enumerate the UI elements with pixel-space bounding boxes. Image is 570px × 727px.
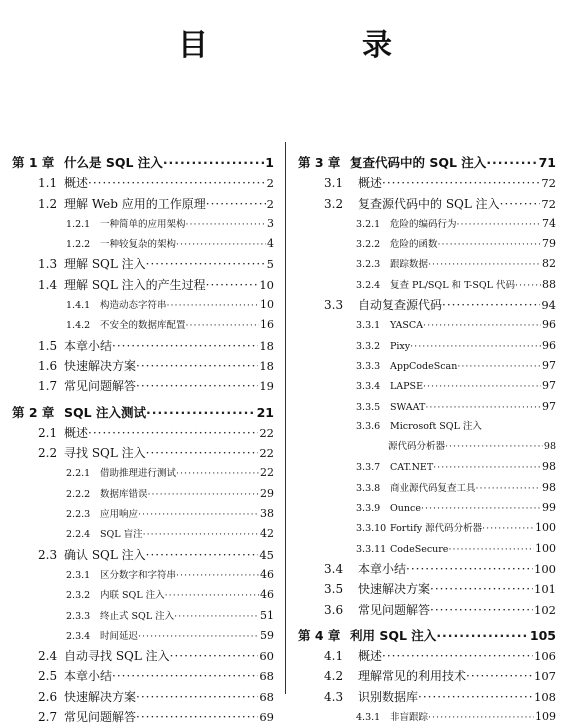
toc-entry-sub bbox=[298, 315, 556, 335]
toc-entry-sub bbox=[12, 295, 274, 315]
toc-entry-page: 3 bbox=[267, 216, 274, 230]
toc-entry-page: 105 bbox=[529, 627, 556, 643]
toc-entry-title: 非盲跟踪 bbox=[390, 712, 429, 724]
toc-entry-title: 终止式 SQL 注入 bbox=[100, 610, 175, 622]
dot-leader bbox=[382, 173, 540, 193]
dot-leader bbox=[165, 586, 259, 605]
toc-entry-title: 复查源代码中的 SQL 注入 bbox=[358, 196, 500, 211]
dot-leader bbox=[457, 215, 541, 234]
dot-leader bbox=[423, 377, 541, 396]
toc-entry-title: Pixy bbox=[390, 340, 411, 352]
dot-leader bbox=[112, 336, 258, 356]
toc-entry-number: 3.3.9 bbox=[356, 503, 381, 515]
dot-leader bbox=[500, 194, 541, 214]
toc-entry-page: 98 bbox=[542, 460, 556, 474]
toc-entry-title: 自动寻找 SQL 注入 bbox=[64, 649, 170, 664]
toc-entry-sub bbox=[298, 478, 556, 498]
toc-entry-number: 1.5 bbox=[38, 338, 58, 353]
toc-entry-sub bbox=[298, 336, 556, 356]
toc-entry-title: 商业源代码复查工具 bbox=[390, 482, 476, 494]
dot-leader bbox=[146, 443, 259, 463]
dot-leader bbox=[148, 485, 259, 504]
toc-entry-page: 22 bbox=[259, 446, 274, 461]
dot-leader bbox=[482, 519, 534, 538]
dot-leader bbox=[176, 566, 259, 585]
toc-entry-sec bbox=[298, 666, 556, 686]
dot-leader bbox=[170, 646, 259, 666]
toc-entry-title: 理解 Web 应用的工作原理 bbox=[64, 196, 206, 211]
toc-entry-title: Fortify 源代码分析器 bbox=[390, 523, 483, 535]
dot-leader bbox=[430, 600, 533, 620]
toc-entry-page: 38 bbox=[260, 507, 274, 521]
toc-entry-sec bbox=[12, 254, 274, 274]
dot-leader bbox=[410, 337, 541, 356]
dot-leader bbox=[136, 687, 258, 707]
toc-entry-number: 2.5 bbox=[38, 669, 58, 684]
toc-entry-number: 3.1 bbox=[324, 176, 344, 191]
toc-entry-page: 106 bbox=[534, 649, 556, 664]
toc-entry-number: 4.2 bbox=[324, 669, 344, 684]
toc-entry-page: 82 bbox=[542, 257, 556, 271]
dot-leader bbox=[88, 423, 258, 443]
toc-entry-sub bbox=[12, 565, 274, 585]
toc-entry-sub bbox=[298, 539, 556, 559]
toc-entry-page: 99 bbox=[542, 501, 556, 515]
toc-entry-page: 100 bbox=[535, 521, 556, 535]
toc-entry-number: 3.3.10 bbox=[356, 523, 387, 535]
toc-entry-sec bbox=[298, 559, 556, 579]
dot-leader bbox=[136, 356, 258, 376]
dot-leader bbox=[143, 525, 259, 544]
toc-entry-page: 107 bbox=[534, 669, 556, 684]
toc-entry-sub bbox=[12, 463, 274, 483]
dot-leader bbox=[436, 626, 529, 646]
toc-entry-number: 2.1 bbox=[38, 425, 58, 440]
toc-entry-sec bbox=[12, 666, 274, 686]
toc-entry-page: 22 bbox=[260, 466, 274, 480]
toc-entry-sub bbox=[298, 498, 556, 518]
toc-entry-title: 利用 SQL 注入 bbox=[350, 627, 437, 643]
toc-entry-number: 3.3.7 bbox=[356, 462, 381, 474]
toc-right-column bbox=[298, 153, 556, 727]
toc-entry-number: 3.4 bbox=[324, 561, 344, 576]
toc-entry-number: 2.2.2 bbox=[66, 488, 91, 500]
toc-entry-title: YASCA bbox=[390, 320, 424, 332]
toc-entry-sec bbox=[12, 443, 274, 463]
toc-entry-number: 1.7 bbox=[38, 379, 58, 394]
toc-entry-title: 寻找 SQL 注入 bbox=[64, 446, 146, 461]
toc-entry-sec bbox=[298, 194, 556, 214]
toc-entry-page: 100 bbox=[535, 541, 556, 555]
toc-entry-title: 自动复查源代码 bbox=[358, 298, 443, 313]
toc-entry-title: 概述 bbox=[358, 176, 383, 191]
dot-leader bbox=[186, 316, 259, 335]
toc-entry-page: 42 bbox=[260, 527, 274, 541]
toc-entry-number: 2.2.4 bbox=[66, 529, 91, 541]
toc-entry-sec bbox=[298, 687, 556, 707]
dot-leader bbox=[382, 646, 533, 666]
dot-leader bbox=[186, 215, 266, 234]
toc-entry-number: 第 2 章 bbox=[12, 404, 55, 420]
dot-leader bbox=[138, 627, 259, 646]
toc-entry-page: 97 bbox=[542, 379, 556, 393]
toc-entry-title: 源代码分析器 bbox=[388, 441, 446, 453]
toc-entry-sub bbox=[298, 254, 556, 274]
dot-leader bbox=[167, 296, 259, 315]
toc-entry-title: 内联 SQL 注入 bbox=[100, 590, 165, 602]
toc-entry-title: 识别数据库 bbox=[358, 689, 419, 704]
toc-entry-title: 危险的函数 bbox=[390, 239, 438, 251]
toc-entry-page: 72 bbox=[541, 196, 556, 211]
toc-entry-number: 第 3 章 bbox=[298, 155, 341, 170]
toc-entry-sub bbox=[298, 707, 556, 727]
toc-entry-sec bbox=[12, 336, 274, 356]
toc-entry-sec bbox=[298, 579, 556, 599]
toc-entry-number: 第 4 章 bbox=[298, 627, 341, 643]
dot-leader bbox=[406, 559, 533, 579]
toc-entry-number: 1.4.2 bbox=[66, 320, 91, 332]
toc-entry-page: 18 bbox=[259, 338, 274, 353]
toc-entry-page: 5 bbox=[266, 257, 274, 272]
toc-entry-number: 3.2.2 bbox=[356, 239, 381, 251]
toc-entry-title: AppCodeScan bbox=[390, 360, 458, 372]
toc-entry-sub bbox=[298, 214, 556, 234]
toc-entry-number: 3.3.5 bbox=[356, 401, 381, 413]
toc-entry-title: SQL 盲注 bbox=[100, 529, 143, 541]
toc-entry-page: 2 bbox=[266, 176, 274, 191]
toc-entry-sub bbox=[298, 417, 556, 437]
toc-entry-title: LAPSE bbox=[390, 381, 424, 393]
toc-entry-title: 概述 bbox=[64, 425, 89, 440]
toc-entry-number: 3.3.8 bbox=[356, 482, 381, 494]
dot-leader bbox=[136, 376, 258, 396]
toc-entry-number: 2.3.4 bbox=[66, 630, 91, 642]
dot-leader bbox=[112, 666, 258, 686]
toc-entry-number: 4.3.1 bbox=[356, 712, 381, 724]
toc-entry-number: 3.2 bbox=[324, 196, 344, 211]
toc-entry-number: 2.3.2 bbox=[66, 590, 91, 602]
dot-leader bbox=[425, 398, 541, 417]
dot-leader bbox=[457, 357, 541, 376]
toc-entry-sec bbox=[12, 646, 274, 666]
dot-leader bbox=[421, 499, 541, 518]
toc-entry-title: CodeSecure bbox=[390, 543, 449, 555]
dot-leader bbox=[515, 276, 541, 295]
toc-entry-number: 1.4 bbox=[38, 277, 58, 292]
dot-leader bbox=[428, 255, 541, 274]
toc-entry-sec bbox=[12, 545, 274, 565]
dot-leader bbox=[476, 479, 541, 498]
toc-entry-page: 97 bbox=[542, 399, 556, 413]
toc-entry-number: 1.2.1 bbox=[66, 218, 91, 230]
toc-entry-number: 第 1 章 bbox=[12, 155, 55, 170]
dot-leader bbox=[176, 464, 259, 483]
toc-entry-number: 1.6 bbox=[38, 358, 58, 373]
toc-entry-page: 79 bbox=[542, 237, 556, 251]
dot-leader bbox=[206, 275, 259, 295]
dot-leader bbox=[88, 173, 266, 193]
toc-entry-number: 3.3.1 bbox=[356, 320, 381, 332]
toc-entry-sec bbox=[298, 295, 556, 315]
toc-entry-page: 22 bbox=[259, 425, 274, 440]
toc-entry-page: 108 bbox=[534, 689, 556, 704]
toc-entry-page: 98 bbox=[543, 441, 556, 453]
toc-entry-number: 2.3.1 bbox=[66, 569, 91, 581]
toc-entry-sub bbox=[12, 585, 274, 605]
toc-entry-sub bbox=[12, 484, 274, 504]
toc-entry-number: 2.2 bbox=[38, 446, 58, 461]
toc-entry-number: 3.2.4 bbox=[356, 279, 381, 291]
toc-entry-page: 59 bbox=[260, 628, 274, 642]
toc-entry-number: 2.4 bbox=[38, 649, 58, 664]
toc-entry-sub bbox=[12, 234, 274, 254]
toc-entry-page: 100 bbox=[534, 561, 556, 576]
toc-entry-page: 69 bbox=[259, 710, 274, 725]
dot-leader bbox=[136, 707, 258, 727]
toc-entry-number: 2.3.3 bbox=[66, 610, 91, 622]
toc-entry-number: 3.5 bbox=[324, 582, 344, 597]
toc-entry-title: 什么是 SQL 注入 bbox=[64, 155, 163, 170]
toc-entry-title: 跟踪数据 bbox=[390, 259, 429, 271]
toc-entry-sec bbox=[12, 423, 274, 443]
toc-entry-title: CAT.NET bbox=[390, 462, 434, 474]
toc-entry-page: 68 bbox=[259, 689, 274, 704]
toc-entry-number: 3.3.6 bbox=[356, 420, 381, 432]
toc-entry-page: 60 bbox=[259, 649, 274, 664]
toc-entry-page: 46 bbox=[260, 567, 274, 581]
toc-entry-page: 96 bbox=[542, 318, 556, 332]
toc-entry-page: 72 bbox=[541, 176, 556, 191]
toc-entry-sec bbox=[12, 275, 274, 295]
toc-entry-page: 16 bbox=[260, 318, 274, 332]
toc-entry-title: 理解 SQL 注入的产生过程 bbox=[64, 277, 206, 292]
toc-entry-title: 快速解决方案 bbox=[64, 689, 137, 704]
toc-entry-page: 98 bbox=[542, 480, 556, 494]
page-title: 目 录 bbox=[178, 28, 454, 63]
toc-entry-page: 1 bbox=[265, 155, 274, 170]
toc-entry-number: 3.3.2 bbox=[356, 340, 381, 352]
dot-leader bbox=[423, 316, 541, 335]
dot-leader bbox=[445, 437, 543, 457]
dot-leader bbox=[176, 235, 266, 254]
toc-left-column bbox=[12, 153, 274, 727]
toc-entry-title: Ounce bbox=[390, 503, 421, 515]
toc-entry-number: 3.3.3 bbox=[356, 360, 381, 372]
toc-entry-title: 概述 bbox=[64, 176, 89, 191]
dot-leader bbox=[418, 687, 533, 707]
toc-entry-sub bbox=[298, 518, 556, 538]
toc-entry-title: 确认 SQL 注入 bbox=[64, 547, 146, 562]
toc-entry-sub bbox=[298, 457, 556, 477]
toc-entry-sub bbox=[298, 356, 556, 376]
toc-entry-sub bbox=[298, 397, 556, 417]
dot-leader bbox=[442, 295, 540, 315]
toc-entry-title: 本章小结 bbox=[358, 561, 407, 576]
toc-entry-title: 数据库错误 bbox=[100, 488, 148, 500]
toc-entry-number: 2.7 bbox=[38, 710, 58, 725]
toc-entry-page: 10 bbox=[260, 298, 274, 312]
dot-leader bbox=[448, 540, 534, 559]
toc-entry-title: 复查 PL/SQL 和 T-SQL 代码 bbox=[390, 279, 516, 291]
toc-entry-title: 一种简单的应用架构 bbox=[100, 218, 186, 230]
toc-entry-title: 快速解决方案 bbox=[358, 582, 431, 597]
toc-entry-title: 理解 SQL 注入 bbox=[64, 257, 146, 272]
toc-entry-chapter bbox=[12, 153, 274, 173]
dot-leader bbox=[428, 708, 534, 727]
dot-leader bbox=[146, 254, 266, 274]
toc-entry-title: 复查代码中的 SQL 注入 bbox=[350, 155, 487, 170]
toc-entry-page: 71 bbox=[538, 155, 556, 170]
toc-entry-sub bbox=[12, 626, 274, 646]
toc-entry-page: 94 bbox=[541, 298, 556, 313]
toc-entry-title: 快速解决方案 bbox=[64, 358, 137, 373]
toc-entry-page: 101 bbox=[534, 582, 556, 597]
dot-leader bbox=[146, 403, 256, 423]
dot-leader bbox=[466, 666, 533, 686]
dot-leader bbox=[430, 579, 533, 599]
toc-entry-title: SWAAT bbox=[390, 401, 426, 413]
toc-entry-sub bbox=[12, 524, 274, 544]
dot-leader bbox=[163, 153, 264, 173]
toc-entry-number: 2.2.3 bbox=[66, 509, 91, 521]
toc-entry-number: 2.2.1 bbox=[66, 468, 91, 480]
toc-entry-number: 3.6 bbox=[324, 602, 344, 617]
toc-entry-sub bbox=[298, 275, 556, 295]
toc-entry-page: 19 bbox=[259, 379, 274, 394]
toc-entry-number: 1.3 bbox=[38, 257, 58, 272]
toc-entry-number: 3.2.3 bbox=[356, 259, 381, 271]
toc-entry-sec bbox=[12, 356, 274, 376]
toc-entry-sec bbox=[298, 646, 556, 666]
dot-leader bbox=[206, 194, 266, 214]
toc-entry-chapter bbox=[12, 403, 274, 423]
toc-entry-sec bbox=[12, 376, 274, 396]
toc-entry-number: 2.6 bbox=[38, 689, 58, 704]
toc-entry-page: 74 bbox=[542, 216, 556, 230]
toc-entry-page: 45 bbox=[259, 547, 274, 562]
toc-entry-number: 1.2.2 bbox=[66, 239, 91, 251]
toc-entry-title: 构造动态字符串 bbox=[100, 300, 167, 312]
toc-entry-sec bbox=[298, 173, 556, 193]
dot-leader bbox=[174, 607, 259, 626]
toc-entry-cont bbox=[298, 437, 556, 457]
toc-entry-sub bbox=[298, 234, 556, 254]
toc-entry-title: 本章小结 bbox=[64, 338, 113, 353]
toc-entry-title: 借助推理进行测试 bbox=[100, 468, 177, 480]
toc-entry-title: 时间延迟 bbox=[100, 630, 139, 642]
toc-entry-chapter bbox=[298, 153, 556, 173]
toc-entry-number: 4.1 bbox=[324, 649, 344, 664]
toc-entry-page: 96 bbox=[542, 338, 556, 352]
toc-entry-number: 3.3.4 bbox=[356, 381, 381, 393]
toc-entry-page: 18 bbox=[259, 358, 274, 373]
toc-entry-title: 不安全的数据库配置 bbox=[100, 320, 186, 332]
toc-entry-page: 109 bbox=[535, 710, 556, 724]
toc-entry-title: 本章小结 bbox=[64, 669, 113, 684]
dot-leader bbox=[146, 545, 259, 565]
toc-entry-sec bbox=[12, 707, 274, 727]
toc-entry-number: 1.1 bbox=[38, 176, 58, 191]
toc-entry-sub bbox=[298, 376, 556, 396]
toc-entry-page: 51 bbox=[260, 608, 274, 622]
toc-entry-number: 3.3.11 bbox=[356, 543, 387, 555]
toc-entry-page: 46 bbox=[260, 588, 274, 602]
toc-entry-title: 常见问题解答 bbox=[64, 710, 137, 725]
dot-leader bbox=[138, 505, 259, 524]
toc-entry-page: 21 bbox=[256, 404, 274, 420]
toc-entry-title: 常见问题解答 bbox=[358, 602, 431, 617]
toc-entry-title: 理解常见的利用技术 bbox=[358, 669, 467, 684]
toc-entry-sub bbox=[12, 504, 274, 524]
toc-entry-sec bbox=[12, 173, 274, 193]
toc-entry-title: 应用响应 bbox=[100, 509, 139, 521]
toc-entry-page: 10 bbox=[259, 277, 274, 292]
toc-entry-title: Microsoft SQL 注入 bbox=[390, 420, 482, 432]
toc-entry-page: 4 bbox=[267, 237, 274, 251]
toc-entry-number: 2.3 bbox=[38, 547, 58, 562]
toc-entry-page: 68 bbox=[259, 669, 274, 684]
toc-entry-number: 3.2.1 bbox=[356, 218, 381, 230]
toc-entry-sec bbox=[298, 600, 556, 620]
toc-entry-title: 危险的编码行为 bbox=[390, 218, 457, 230]
toc-entry-title: 一种较复杂的架构 bbox=[100, 239, 177, 251]
toc-entry-chapter bbox=[298, 626, 556, 646]
toc-entry-number: 1.2 bbox=[38, 196, 58, 211]
dot-leader bbox=[433, 458, 541, 477]
toc-entry-page: 29 bbox=[260, 486, 274, 500]
toc-entry-sub bbox=[12, 606, 274, 626]
toc-entry-number: 4.3 bbox=[324, 689, 344, 704]
toc-entry-page: 102 bbox=[534, 602, 556, 617]
toc-entry-page: 97 bbox=[542, 358, 556, 372]
toc-entry-sec bbox=[12, 194, 274, 214]
toc-entry-page: 2 bbox=[266, 196, 274, 211]
dot-leader bbox=[438, 235, 541, 254]
toc-entry-title: 概述 bbox=[358, 649, 383, 664]
toc-entry-number: 1.4.1 bbox=[66, 300, 91, 312]
toc-entry-title: SQL 注入测试 bbox=[64, 404, 146, 420]
toc-entry-sub bbox=[12, 214, 274, 234]
toc-entry-sec bbox=[12, 687, 274, 707]
toc-entry-sub bbox=[12, 315, 274, 335]
dot-leader bbox=[486, 153, 537, 173]
column-divider bbox=[285, 142, 286, 694]
toc-entry-number: 3.3 bbox=[324, 298, 344, 313]
toc-entry-page: 88 bbox=[542, 277, 556, 291]
toc-entry-title: 常见问题解答 bbox=[64, 379, 137, 394]
toc-entry-title: 区分数字和字符串 bbox=[100, 569, 177, 581]
